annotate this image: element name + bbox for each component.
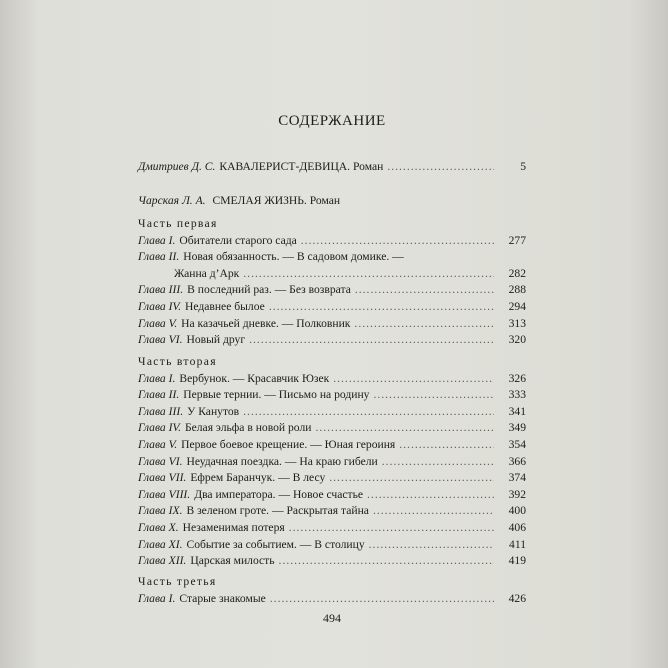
chapter-number: Глава V. [138, 316, 178, 330]
chapter-page: 419 [508, 554, 526, 568]
chapter-number: Глава VII. [138, 471, 187, 485]
chapter-number: Глава I. [138, 233, 176, 247]
chapter-title: Событие за событием. — В столицу [186, 537, 365, 551]
chapter-page: 366 [508, 454, 526, 468]
toc-entry-continuation [138, 266, 526, 282]
dot-leader [369, 537, 494, 553]
chapter-number: Глава I. [138, 371, 176, 385]
chapter-title: Неудачная поездка. — На краю гибели [186, 454, 378, 468]
chapter-title: Два императора. — Новое счастье [194, 487, 364, 501]
toc-entry [138, 520, 526, 536]
toc-entry [138, 537, 526, 553]
toc-entry [138, 282, 526, 298]
chapter-number: Глава XI. [138, 537, 183, 551]
toc-entry [138, 487, 526, 503]
dot-leader [373, 503, 494, 519]
chapter-title: Царская милость [190, 554, 275, 568]
dot-leader [270, 591, 494, 607]
chapter-title: На казачьей дневке. — Полковник [181, 316, 351, 330]
chapter-title: Белая эльфа в новой роли [184, 421, 312, 435]
chapter-number: Глава III. [138, 283, 184, 297]
bleed-through-text [150, 8, 530, 128]
dot-leader [301, 233, 494, 249]
toc-entry [138, 387, 526, 403]
chapter-title: Недавнее былое [184, 300, 265, 313]
chapter-title: Новая обязанность. — В садовом домике. — [183, 250, 404, 264]
toc-entry [138, 503, 526, 519]
toc-entry [138, 470, 526, 486]
chapter-number: Глава XII. [138, 554, 187, 568]
chapter-number: Глава VI. [138, 454, 183, 468]
chapter-page: 282 [508, 266, 526, 280]
page-title: СОДЕРЖАНИЕ [278, 113, 386, 129]
section-heading [138, 193, 526, 209]
chapter-number: Глава IV. [138, 300, 181, 313]
toc-entry [138, 299, 526, 315]
chapter-title-cont: Жанна д’Арк [174, 266, 240, 280]
part-label: Часть третья [138, 575, 217, 588]
dot-leader [289, 520, 494, 536]
toc-entry [138, 404, 526, 420]
chapter-page: 400 [508, 504, 526, 518]
chapter-title: У Канутов [187, 404, 240, 418]
toc-entry [138, 332, 526, 348]
chapter-page: 354 [508, 438, 526, 451]
chapter-page: 349 [508, 421, 526, 435]
chapter-title: Ефрем Баранчук. — В лесу [190, 471, 326, 485]
chapter-number: Глава VIII. [138, 487, 191, 501]
chapter-title: Первое боевое крещение. — Юная героиня [181, 438, 396, 451]
section-title: СМЕЛАЯ ЖИЗНЬ. Роман [212, 194, 341, 207]
chapter-title: Вербунок. — Красавчик Юзек [179, 371, 330, 385]
part-label: Часть вторая [138, 355, 217, 368]
toc-entry [138, 159, 526, 175]
entry-title: КАВАЛЕРИСТ-ДЕВИЦА. Роман [219, 160, 384, 173]
chapter-page: 411 [509, 537, 526, 551]
entry-page: 5 [520, 160, 526, 173]
dot-leader [279, 553, 494, 569]
chapter-page: 392 [508, 487, 526, 501]
toc-entry [138, 316, 526, 332]
toc-entry [138, 454, 526, 470]
toc-entry [138, 553, 526, 569]
chapter-title: В зеленом гроте. — Раскрытая тайна [186, 504, 369, 518]
chapter-number: Глава IX. [138, 504, 183, 518]
chapter-number: Глава I. [138, 591, 176, 605]
chapter-title: В последний раз. — Без возврата [187, 283, 351, 297]
page-number: 494 [323, 611, 341, 625]
chapter-title: Первые тернии. — Письмо на родину [183, 388, 370, 402]
dot-leader [249, 332, 494, 348]
chapter-number: Глава VI. [138, 333, 183, 347]
dot-leader [355, 282, 494, 298]
toc-entry [138, 233, 526, 249]
section-author: Чарская Л. А. [138, 194, 206, 207]
chapter-number: Глава II. [138, 388, 180, 402]
dot-leader [387, 159, 494, 175]
chapter-number: Глава III. [138, 404, 184, 418]
toc-entry [138, 420, 526, 436]
chapter-page: 341 [508, 404, 526, 418]
dot-leader [399, 437, 494, 453]
dot-leader [333, 371, 494, 387]
toc-entry [138, 591, 526, 607]
toc-entry [138, 371, 526, 387]
chapter-title: Новый друг [186, 333, 246, 347]
chapter-page: 288 [508, 283, 526, 297]
dot-leader [354, 316, 494, 332]
dot-leader [243, 266, 494, 282]
chapter-page: 406 [508, 521, 526, 534]
dot-leader [243, 404, 494, 420]
chapter-page: 294 [508, 300, 526, 313]
chapter-number: Глава II. [138, 250, 180, 264]
entry-author: Дмитриев Д. С. [138, 160, 216, 173]
dot-leader [269, 299, 494, 315]
chapter-title: Старые знакомые [179, 591, 266, 605]
chapter-number: Глава X. [138, 521, 179, 534]
chapter-page: 374 [508, 471, 526, 485]
chapter-number: Глава IV. [138, 421, 181, 435]
chapter-page: 320 [508, 333, 526, 347]
dot-leader [315, 420, 494, 436]
part-label: Часть первая [138, 217, 218, 230]
chapter-title: Обитатели старого сада [179, 233, 297, 247]
chapter-page: 326 [508, 371, 526, 385]
dot-leader [329, 470, 494, 486]
toc-entry [138, 437, 526, 453]
dot-leader [373, 387, 494, 403]
dot-leader [367, 487, 494, 503]
toc-entry [138, 249, 526, 265]
chapter-number: Глава V. [138, 438, 178, 451]
chapter-title: Незаменимая потеря [182, 521, 285, 534]
dot-leader [382, 454, 494, 470]
chapter-page: 333 [508, 388, 526, 402]
chapter-page: 277 [508, 233, 526, 247]
chapter-page: 313 [508, 316, 526, 330]
chapter-page: 426 [508, 591, 526, 605]
